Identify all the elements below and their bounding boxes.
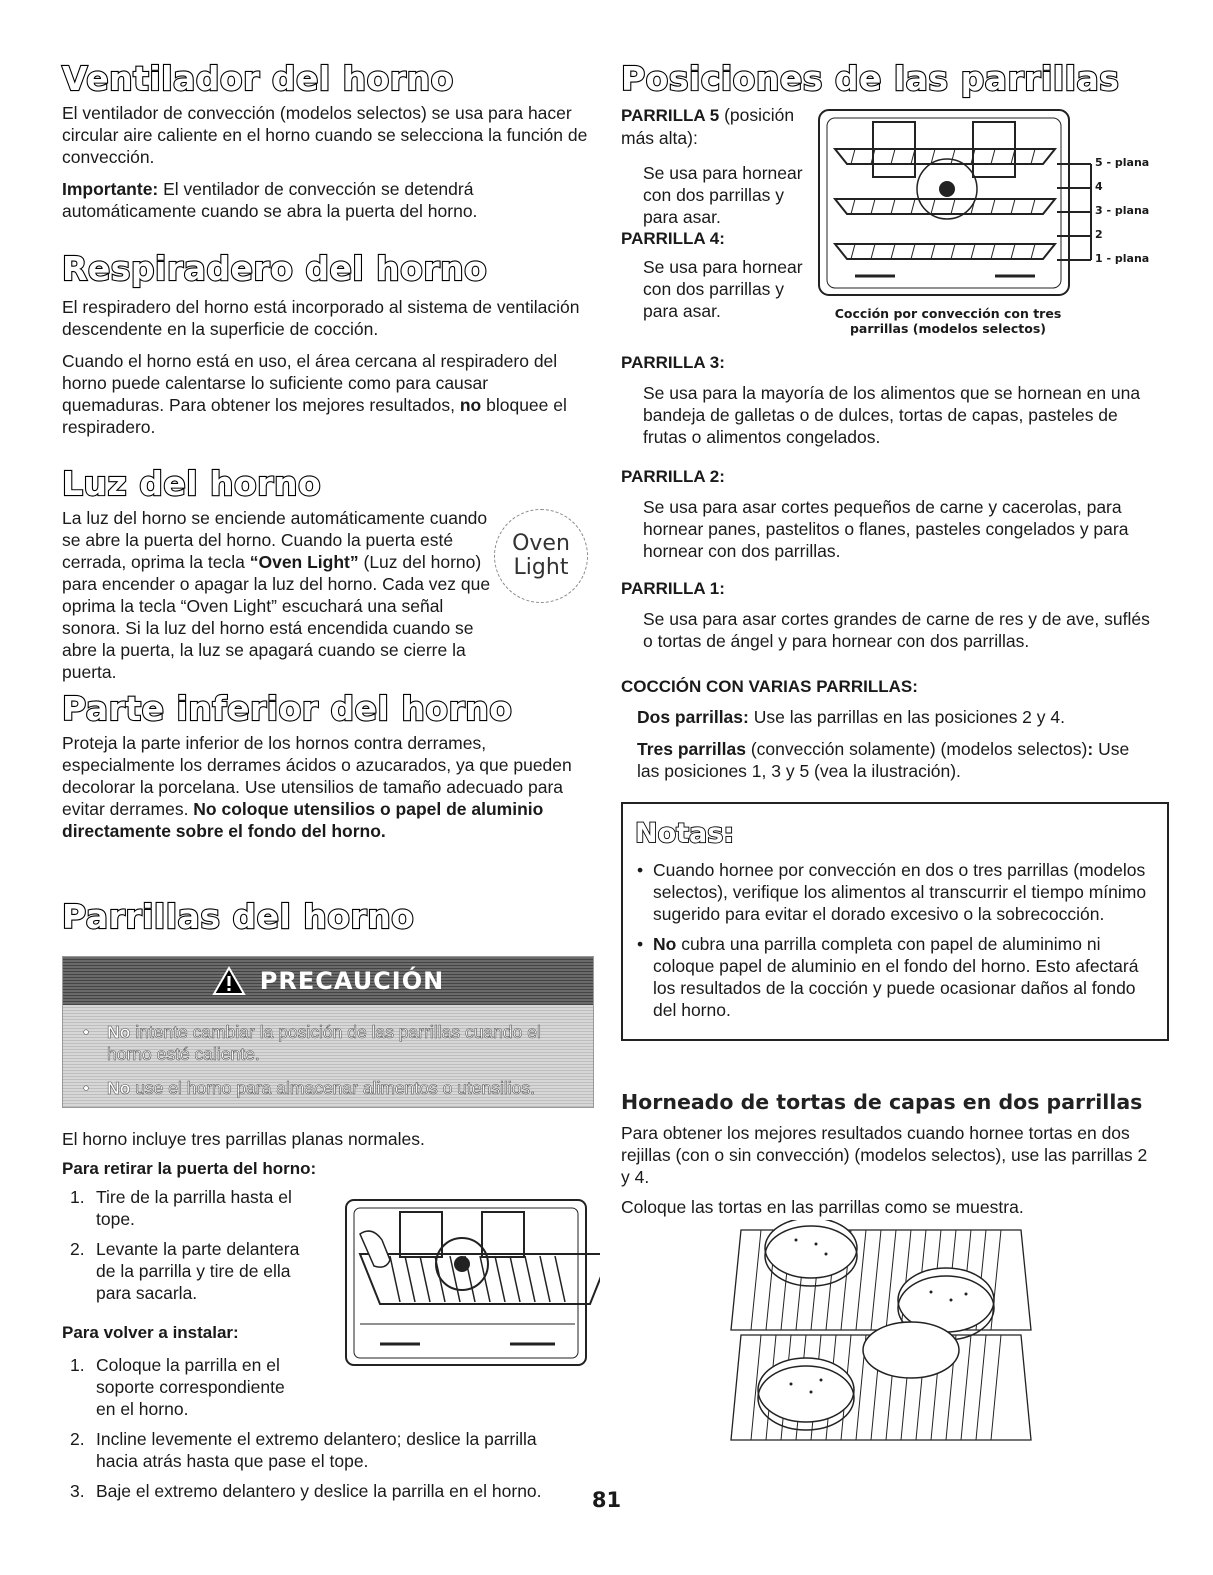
- horneado-text-1: Para obtener los mejores resultados cuando hornee tortas en dos rejillas (con o sin convección) (modelos selectos), use las parrillas 2 y 4.: [621, 1123, 1148, 1187]
- instalar-list: [62, 1354, 572, 1502]
- rack-4-heading: PARRILLA 4:: [621, 229, 725, 248]
- rack-3-text: Se usa para la mayoría de los alimentos que se hornean en una bandeja de galletas o de dulces, tortas de capas, pasteles de frutas o alimentos congelados.: [643, 383, 1141, 447]
- oven-light-key-icon: Oven Light: [494, 509, 588, 603]
- heading-parte-inferior: Parte inferior del horno: [62, 689, 513, 728]
- note-item-2: • No cubra una parrilla completa con papel de aluminimo ni coloque papel de aluminio en el fondo del horno. Esto afectará los resultados de la cocción y puede ocasionar daños al fondo del horno.: [637, 934, 1139, 1020]
- tres-parrillas-text: Tres parrillas (convección solamente) (modelos selectos): Use las posiciones 1, 3 y 5 (vea la ilustración).: [637, 739, 1130, 781]
- respiradero-text-2: Cuando el horno está en uso, el área cercana al respiradero del horno puede calentarse lo suficiente como para causar quemaduras. Para obtener los mejores resultados, no bloquee el respiradero.: [62, 351, 567, 437]
- diagram-caption: Cocción por convección con tres parrillas (modelos selectos): [834, 306, 1062, 336]
- section-respiradero: [62, 250, 592, 438]
- rack-removal-diagram: [340, 1194, 600, 1379]
- rack-1-text: Se usa para asar cortes grandes de carne de res y de ave, suflés o tortas de ángel y para hornear con dos parrillas.: [643, 609, 1150, 651]
- section-parte-inferior: [62, 690, 592, 842]
- caution-header: [63, 957, 593, 1005]
- heading-luz: Luz del horno: [62, 464, 322, 503]
- rack-label-3: 3 - plana: [1095, 204, 1150, 217]
- cake-placement-diagram: [721, 1220, 1041, 1450]
- caution-item-2: • No use el horno para almacenar alimentos o utensilios.: [83, 1078, 535, 1098]
- rack-5-text: Se usa para hornear con dos parrillas y para asar.: [643, 163, 803, 227]
- rack-2-heading: PARRILLA 2:: [621, 467, 725, 486]
- list-item: 3. Baje el extremo delantero y deslice la parrilla en el horno.: [70, 1481, 542, 1501]
- list-item: 2. Levante la parte delantera de la parrilla y tire de ella para sacarla.: [70, 1239, 300, 1303]
- rack-label-1: 1 - plana: [1095, 252, 1150, 265]
- list-item: 2. Incline levemente el extremo delantero; deslice la parrilla hacia atrás hasta que pase el tope.: [70, 1429, 537, 1471]
- ventilador-importante: Importante: El ventilador de convección se detendrá automáticamente cuando se abra la puerta del horno.: [62, 179, 478, 221]
- luz-text: La luz del horno se enciende automáticamente cuando se abre la puerta del horno. Cuando la puerta esté cerrada, oprima la tecla “Oven Light” (Luz del horno) para encender o apagar la luz del horno. Cada vez que oprima la tecla “Oven Light” escuchará una señal sonora. Si la luz del horno está encendida cuando se abre la puerta, la luz se apagará cuando se cierre la puerta.: [62, 508, 491, 682]
- list-item: 1. Coloque la parrilla en el soporte correspondiente en el horno.: [70, 1355, 285, 1419]
- section-luz: [62, 465, 592, 683]
- horneado-text-2: Coloque las tortas en las parrillas como se muestra.: [621, 1197, 1024, 1217]
- rack-4-text: Se usa para hornear con dos parrillas y para asar.: [643, 257, 803, 321]
- caution-box: [62, 956, 594, 1108]
- page-number: 81: [591, 1488, 622, 1512]
- notes-title: Notas:: [635, 818, 735, 849]
- heading-horneado: Horneado de tortas de capas en dos parrillas: [621, 1090, 1143, 1114]
- notes-box: [621, 802, 1169, 1041]
- rack-1-heading: PARRILLA 1:: [621, 579, 725, 598]
- heading-parrillas: Parrillas del horno: [62, 897, 415, 936]
- section-parrillas: [62, 897, 592, 1501]
- rack-label-5: 5 - plana: [1095, 156, 1150, 169]
- section-posiciones: [621, 59, 1151, 781]
- rack-5-heading: PARRILLA 5 (posición más alta):: [621, 105, 795, 148]
- caution-item-1: • No intente cambiar la posición de las parrillas cuando el horno esté caliente.: [83, 1022, 541, 1064]
- retirar-list: [62, 1186, 312, 1304]
- heading-ventilador: Ventilador del horno: [62, 59, 454, 98]
- ventilador-text: El ventilador de convección (modelos selectos) se usa para hacer circular aire caliente en el horno cuando se selecciona la función de convección.: [62, 103, 588, 167]
- rack-3-heading: PARRILLA 3:: [621, 353, 725, 372]
- parrillas-intro: El horno incluye tres parrillas planas normales.: [62, 1129, 425, 1149]
- retirar-title: Para retirar la puerta del horno:: [62, 1159, 317, 1178]
- dos-parrillas-text: Dos parrillas: Use las parrillas en las posiciones 2 y 4.: [637, 707, 1065, 727]
- instalar-title: Para volver a instalar:: [62, 1323, 239, 1342]
- rack-label-2: 2: [1095, 228, 1103, 241]
- section-horneado: [621, 1090, 1151, 1218]
- warning-icon: [212, 966, 246, 996]
- rack-positions-diagram: [815, 104, 1155, 394]
- note-item-1: • Cuando hornee por convección en dos o tres parrillas (modelos selectos), verifique los alimentos al transcurrir el tiempo mínimo sugerido para evitar el dorado excesivo o la sobrecocción.: [637, 860, 1147, 924]
- rack-label-4: 4: [1095, 180, 1103, 193]
- parte-inferior-text: Proteja la parte inferior de los hornos contra derrames, especialmente los derrames ácidos o azucarados, ya que pueden decolorar la porcelana. Use utensilios de tamaño adecuado para evitar derrames. No coloque utensilios o papel de aluminio directamente sobre el fondo del horno.: [62, 733, 572, 841]
- heading-respiradero: Respiradero del horno: [62, 249, 488, 288]
- section-ventilador: [62, 60, 592, 222]
- heading-posiciones: Posiciones de las parrillas: [621, 59, 1120, 98]
- list-item: 1. Tire de la parrilla hasta el tope.: [70, 1187, 292, 1229]
- multi-rack-heading: COCCIÓN CON VARIAS PARRILLAS:: [621, 677, 918, 696]
- respiradero-text-1: El respiradero del horno está incorporado al sistema de ventilación descendente en la superficie de cocción.: [62, 297, 580, 339]
- caution-title: PRECAUCIÓN: [259, 967, 445, 995]
- rack-2-text: Se usa para asar cortes pequeños de carne y cacerolas, para hornear panes, pastelitos o flanes, pasteles congelados y para hornear con dos parrillas.: [643, 497, 1129, 561]
